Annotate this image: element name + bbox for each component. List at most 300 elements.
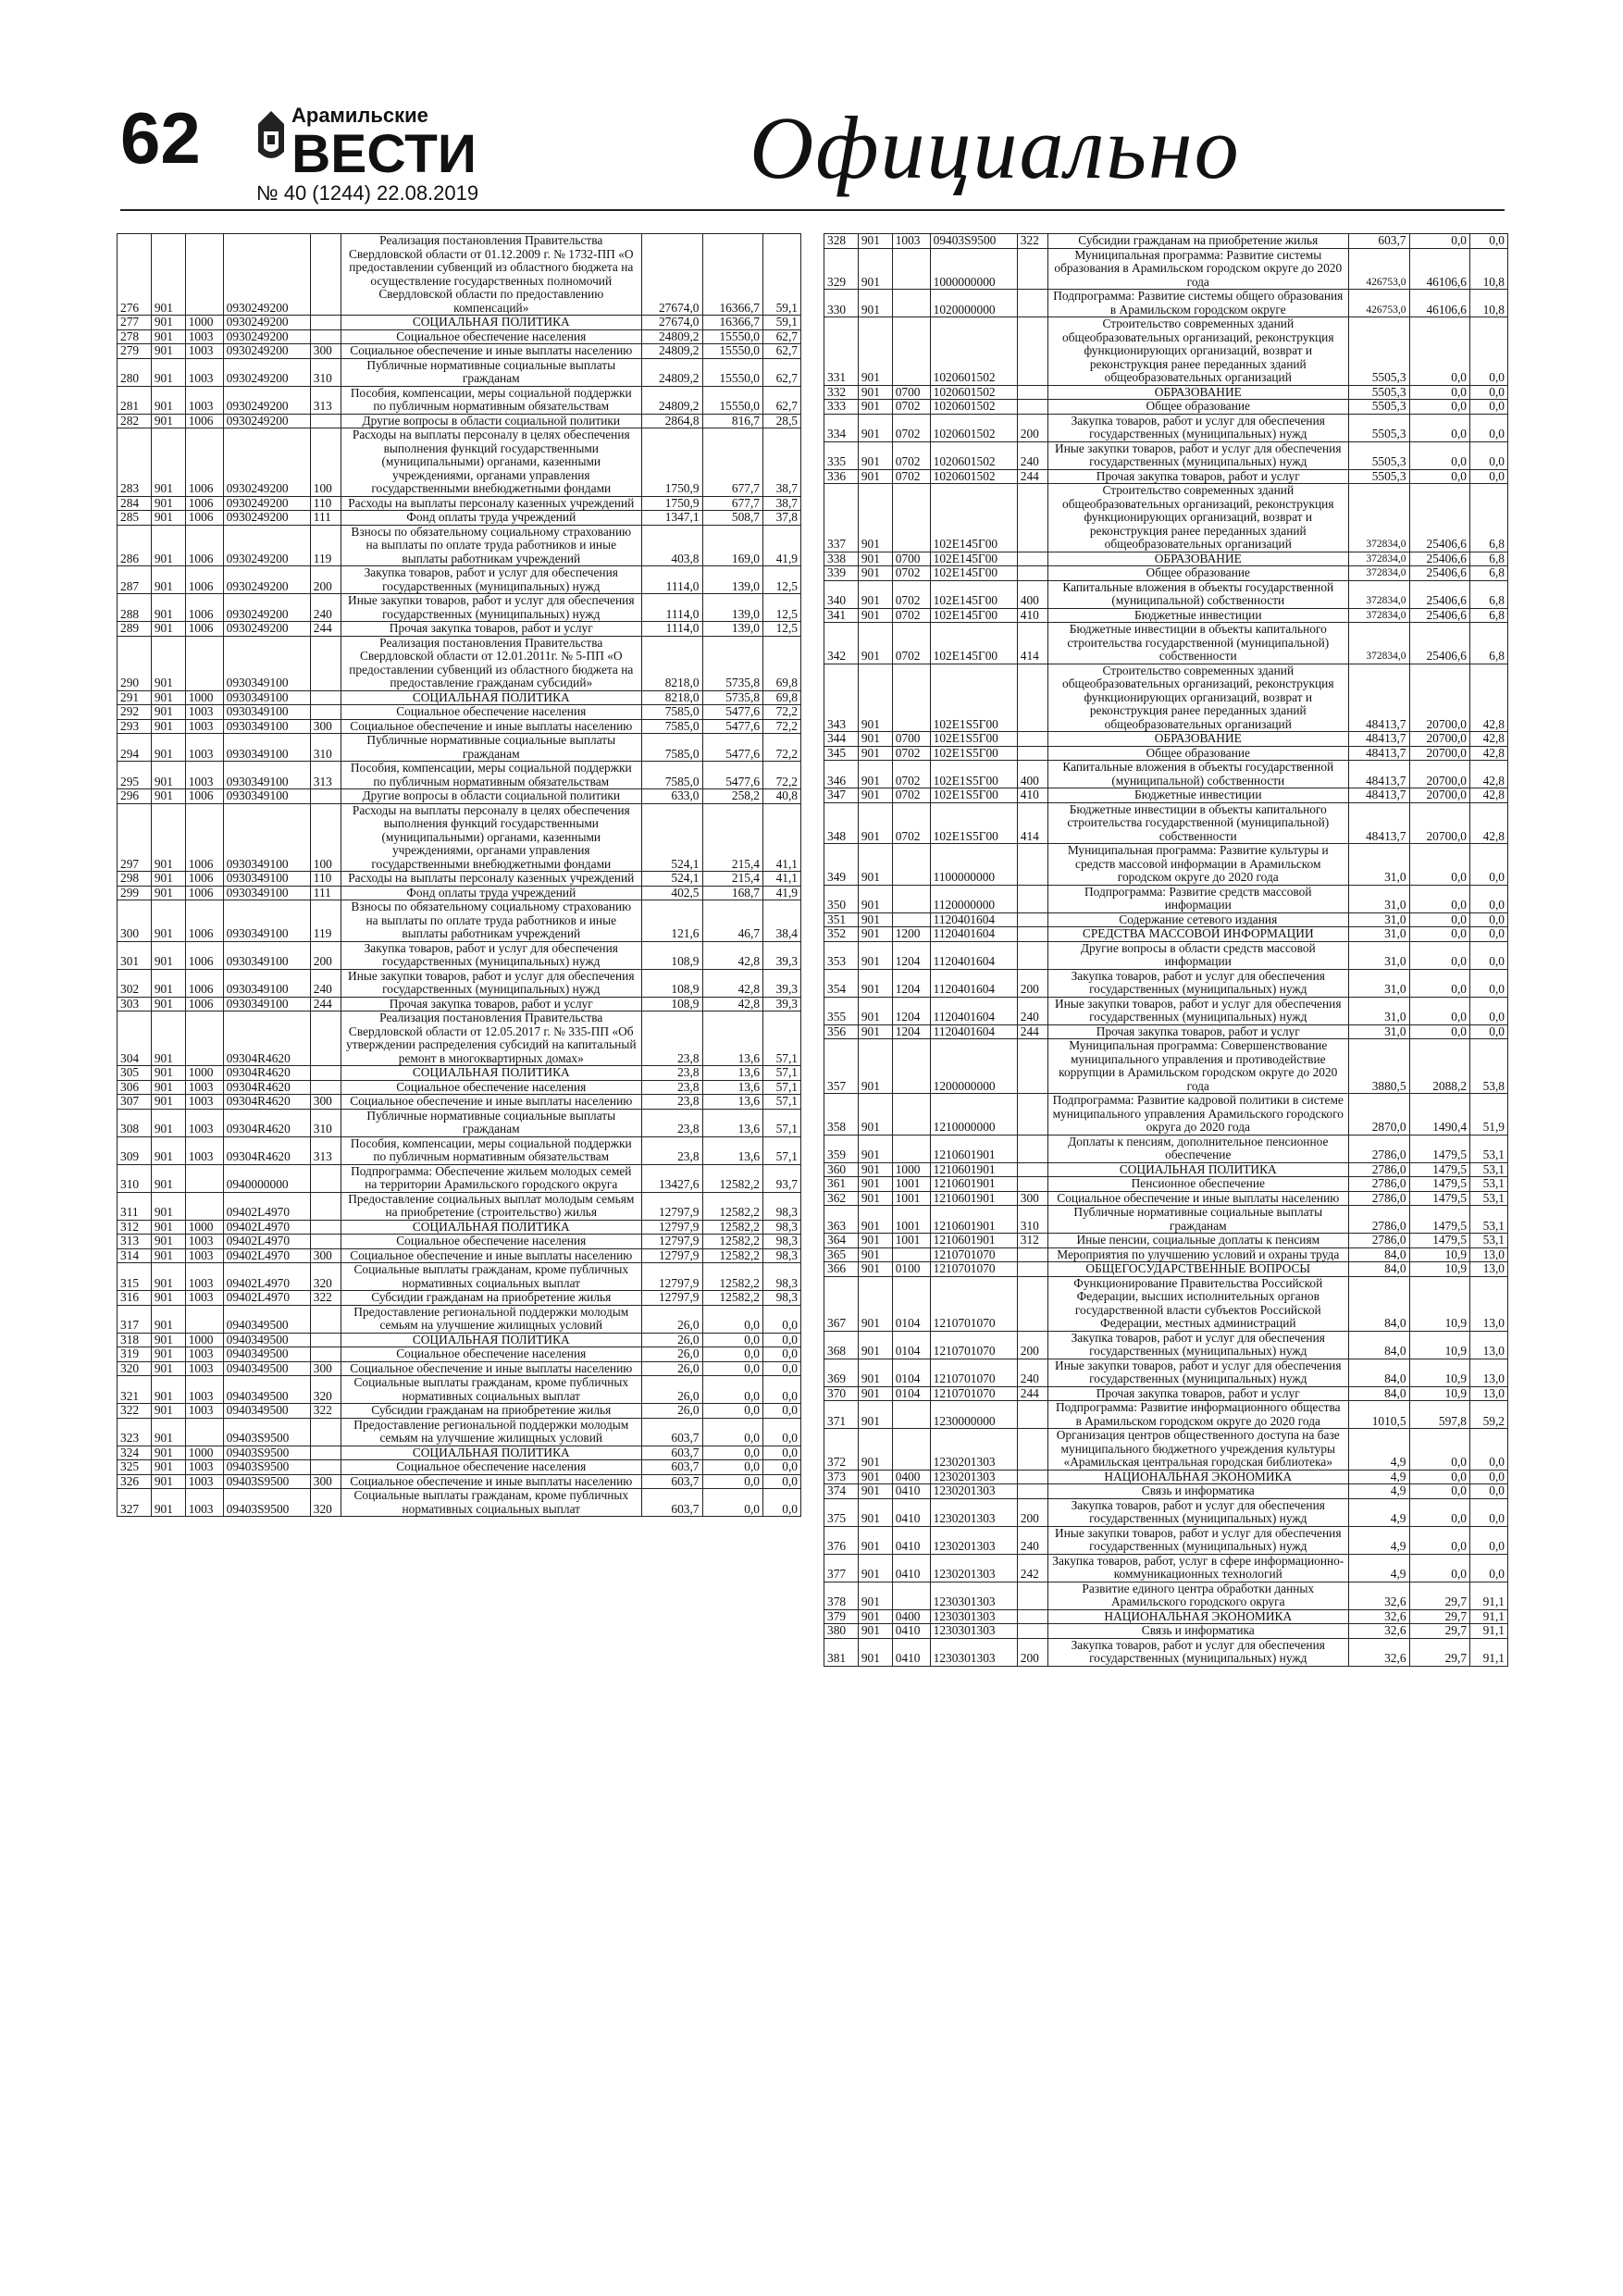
planned-amount: 402,5 — [642, 886, 703, 900]
planned-amount: 2786,0 — [1349, 1206, 1410, 1234]
execution-percent: 0,0 — [1470, 414, 1508, 441]
row-number: 286 — [118, 525, 152, 566]
execution-percent: 0,0 — [763, 1489, 801, 1517]
table-row — [824, 788, 1508, 803]
planned-amount: 2786,0 — [1349, 1191, 1410, 1206]
expense-type-code — [1017, 746, 1047, 761]
actual-amount: 42,8 — [702, 969, 763, 997]
target-article-code: 09402L4970 — [223, 1248, 310, 1263]
execution-percent: 72,2 — [763, 734, 801, 762]
planned-amount: 23,8 — [642, 1066, 703, 1081]
execution-percent: 6,8 — [1470, 484, 1508, 552]
ministry-code: 901 — [151, 414, 185, 428]
row-number: 346 — [824, 761, 859, 788]
section-code: 1006 — [185, 566, 223, 594]
row-number: 353 — [824, 941, 859, 969]
ministry-code: 901 — [151, 344, 185, 359]
description: Расходы на выплаты персоналу казенных учреждений — [341, 872, 641, 887]
actual-amount: 1479,5 — [1409, 1135, 1470, 1162]
execution-percent: 0,0 — [1470, 844, 1508, 886]
actual-amount: 816,7 — [702, 414, 763, 428]
ministry-code: 901 — [858, 997, 892, 1024]
ministry-code: 901 — [858, 1359, 892, 1386]
target-article-code: 0930249200 — [223, 496, 310, 511]
description: Субсидии гражданам на приобретение жилья — [341, 1404, 641, 1419]
planned-amount: 31,0 — [1349, 1024, 1410, 1039]
expense-type-code: 111 — [310, 511, 341, 526]
section-code: 1006 — [185, 622, 223, 637]
row-number: 340 — [824, 580, 859, 608]
execution-percent: 12,5 — [763, 566, 801, 594]
actual-amount: 0,0 — [702, 1489, 763, 1517]
description: Прочая закупка товаров, работ и услуг — [1047, 1386, 1348, 1401]
row-number: 295 — [118, 762, 152, 789]
description: СОЦИАЛЬНАЯ ПОЛИТИКА — [341, 690, 641, 705]
actual-amount: 12582,2 — [702, 1192, 763, 1220]
target-article-code: 1210701070 — [930, 1276, 1017, 1331]
ministry-code: 901 — [858, 1470, 892, 1484]
expense-type-code — [310, 705, 341, 720]
section-code: 0700 — [892, 732, 930, 747]
description: Общее образование — [1047, 746, 1348, 761]
ministry-code: 901 — [151, 1220, 185, 1235]
ministry-code: 901 — [858, 1331, 892, 1359]
row-number: 279 — [118, 344, 152, 359]
row-number: 314 — [118, 1248, 152, 1263]
planned-amount: 108,9 — [642, 997, 703, 1011]
description: Другие вопросы в области средств массовой информации — [1047, 941, 1348, 969]
planned-amount: 24809,2 — [642, 329, 703, 344]
table-row — [824, 1094, 1508, 1136]
expense-type-code: 240 — [1017, 997, 1047, 1024]
execution-percent: 98,3 — [763, 1248, 801, 1263]
target-article-code: 09402L4970 — [223, 1263, 310, 1291]
expense-type-code: 320 — [310, 1489, 341, 1517]
row-number: 334 — [824, 414, 859, 441]
ministry-code: 901 — [151, 1095, 185, 1110]
target-article-code: 0930249200 — [223, 344, 310, 359]
ministry-code: 901 — [858, 1401, 892, 1429]
section-code — [892, 664, 930, 732]
table-row — [824, 385, 1508, 400]
actual-amount: 258,2 — [702, 789, 763, 804]
expense-type-code — [1017, 912, 1047, 927]
target-article-code: 0940349500 — [223, 1361, 310, 1376]
execution-percent: 53,1 — [1470, 1206, 1508, 1234]
actual-amount: 16366,7 — [702, 234, 763, 316]
target-article-code: 0940349500 — [223, 1376, 310, 1404]
execution-percent: 28,5 — [763, 414, 801, 428]
planned-amount: 24809,2 — [642, 344, 703, 359]
execution-percent: 0,0 — [763, 1446, 801, 1460]
description: Муниципальная программа: Развитие системы образования в Арамильском городском округе до 2020 года — [1047, 248, 1348, 290]
target-article-code: 1210601901 — [930, 1191, 1017, 1206]
description: Общее образование — [1047, 400, 1348, 415]
row-number: 345 — [824, 746, 859, 761]
target-article-code: 1210701070 — [930, 1359, 1017, 1386]
row-number: 342 — [824, 623, 859, 664]
row-number: 291 — [118, 690, 152, 705]
planned-amount: 26,0 — [642, 1376, 703, 1404]
ministry-code: 901 — [151, 1080, 185, 1095]
section-code: 0410 — [892, 1526, 930, 1554]
target-article-code: 102E1S5Г00 — [930, 761, 1017, 788]
ministry-code: 901 — [151, 566, 185, 594]
row-number: 362 — [824, 1191, 859, 1206]
actual-amount: 0,0 — [702, 1361, 763, 1376]
row-number: 350 — [824, 885, 859, 912]
actual-amount: 0,0 — [1409, 912, 1470, 927]
planned-amount: 426753,0 — [1349, 248, 1410, 290]
actual-amount: 12582,2 — [702, 1220, 763, 1235]
ministry-code: 901 — [151, 1263, 185, 1291]
ministry-code: 901 — [151, 734, 185, 762]
ministry-code: 901 — [858, 552, 892, 566]
row-number: 369 — [824, 1359, 859, 1386]
target-article-code: 0930349100 — [223, 762, 310, 789]
description: Субсидии гражданам на приобретение жилья — [341, 1291, 641, 1306]
ministry-code: 901 — [151, 1474, 185, 1489]
expense-type-code — [1017, 1624, 1047, 1639]
expense-type-code — [1017, 844, 1047, 886]
expense-type-code: 310 — [310, 1109, 341, 1136]
section-code: 1006 — [185, 525, 223, 566]
description: Пособия, компенсации, меры социальной поддержки по публичным нормативным обязательствам — [341, 762, 641, 789]
section-code: 1003 — [185, 1489, 223, 1517]
actual-amount: 5477,6 — [702, 719, 763, 734]
table-row — [824, 732, 1508, 747]
execution-percent: 0,0 — [763, 1460, 801, 1475]
execution-percent: 38,7 — [763, 428, 801, 497]
expense-type-code — [310, 1164, 341, 1192]
target-article-code: 09304R4620 — [223, 1109, 310, 1136]
section-code: 0702 — [892, 608, 930, 623]
description: Пособия, компенсации, меры социальной поддержки по публичным нормативным обязательствам — [341, 386, 641, 414]
row-number: 333 — [824, 400, 859, 415]
ministry-code: 901 — [858, 941, 892, 969]
planned-amount: 1347,1 — [642, 511, 703, 526]
table-row — [118, 1235, 801, 1249]
description: СОЦИАЛЬНАЯ ПОЛИТИКА — [341, 1066, 641, 1081]
row-number: 288 — [118, 594, 152, 622]
execution-percent: 0,0 — [1470, 1470, 1508, 1484]
table-row — [824, 1024, 1508, 1039]
planned-amount: 4,9 — [1349, 1554, 1410, 1582]
table-row — [824, 580, 1508, 608]
planned-amount: 5505,3 — [1349, 441, 1410, 469]
description: СРЕДСТВА МАССОВОЙ ИНФОРМАЦИИ — [1047, 927, 1348, 942]
execution-percent: 69,8 — [763, 636, 801, 690]
expense-type-code: 244 — [310, 622, 341, 637]
description: СОЦИАЛЬНАЯ ПОЛИТИКА — [1047, 1162, 1348, 1177]
table-row — [118, 1474, 801, 1489]
actual-amount: 13,6 — [702, 1136, 763, 1164]
planned-amount: 23,8 — [642, 1095, 703, 1110]
table-row — [118, 690, 801, 705]
section-code — [892, 290, 930, 317]
target-article-code: 1230201303 — [930, 1470, 1017, 1484]
planned-amount: 24809,2 — [642, 358, 703, 386]
expense-type-code: 240 — [1017, 1526, 1047, 1554]
logo-main-text: ВЕСТИ — [291, 124, 477, 178]
target-article-code: 1210601901 — [930, 1234, 1017, 1248]
section-code: 1003 — [185, 344, 223, 359]
planned-amount: 1010,5 — [1349, 1401, 1410, 1429]
row-number: 365 — [824, 1247, 859, 1262]
description: Функционирование Правительства Российской Федерации, высших исполнительных органов государственной власти субъектов Российской Федерации, местных администраций — [1047, 1276, 1348, 1331]
row-number: 374 — [824, 1484, 859, 1499]
actual-amount: 5735,8 — [702, 636, 763, 690]
ministry-code: 901 — [858, 1135, 892, 1162]
table-row — [118, 1066, 801, 1081]
ministry-code: 901 — [151, 1418, 185, 1446]
target-article-code: 102E1S5Г00 — [930, 664, 1017, 732]
ministry-code: 901 — [858, 484, 892, 552]
planned-amount: 31,0 — [1349, 941, 1410, 969]
expense-type-code — [1017, 732, 1047, 747]
target-article-code: 09304R4620 — [223, 1066, 310, 1081]
expense-type-code: 244 — [1017, 1386, 1047, 1401]
section-code: 1003 — [185, 1404, 223, 1419]
actual-amount: 29,7 — [1409, 1582, 1470, 1609]
description: Закупка товаров, работ и услуг для обеспечения государственных (муниципальных) нужд — [341, 941, 641, 969]
section-code: 1006 — [185, 414, 223, 428]
section-code — [185, 636, 223, 690]
section-code: 0702 — [892, 469, 930, 484]
actual-amount: 0,0 — [1409, 317, 1470, 386]
ministry-code: 901 — [151, 969, 185, 997]
execution-percent: 91,1 — [1470, 1582, 1508, 1609]
expense-type-code: 300 — [310, 1474, 341, 1489]
description: Социальное обеспечение и иные выплаты населению — [341, 1248, 641, 1263]
execution-percent: 6,8 — [1470, 608, 1508, 623]
section-code: 1003 — [185, 1376, 223, 1404]
target-article-code: 09304R4620 — [223, 1080, 310, 1095]
ministry-code: 901 — [151, 1361, 185, 1376]
expense-type-code — [1017, 885, 1047, 912]
target-article-code: 0930249200 — [223, 329, 310, 344]
actual-amount: 1479,5 — [1409, 1162, 1470, 1177]
ministry-code: 901 — [151, 1066, 185, 1081]
table-row — [824, 400, 1508, 415]
section-code: 1006 — [185, 900, 223, 942]
section-code: 1003 — [185, 1361, 223, 1376]
description: ОБЩЕГОСУДАРСТВЕННЫЕ ВОПРОСЫ — [1047, 1262, 1348, 1277]
expense-type-code — [1017, 290, 1047, 317]
row-number: 357 — [824, 1039, 859, 1094]
table-row — [824, 1484, 1508, 1499]
expense-type-code — [1017, 1177, 1047, 1192]
section-code: 0104 — [892, 1331, 930, 1359]
expense-type-code: 313 — [310, 386, 341, 414]
target-article-code: 1210601901 — [930, 1206, 1017, 1234]
ministry-code: 901 — [151, 511, 185, 526]
row-number: 366 — [824, 1262, 859, 1277]
expense-type-code — [310, 789, 341, 804]
ministry-code: 901 — [151, 1011, 185, 1066]
ministry-code: 901 — [151, 386, 185, 414]
row-number: 370 — [824, 1386, 859, 1401]
execution-percent: 91,1 — [1470, 1638, 1508, 1666]
row-number: 372 — [824, 1429, 859, 1471]
planned-amount: 23,8 — [642, 1136, 703, 1164]
expense-type-code: 410 — [1017, 608, 1047, 623]
planned-amount: 31,0 — [1349, 912, 1410, 927]
actual-amount: 5477,6 — [702, 762, 763, 789]
ministry-code: 901 — [858, 746, 892, 761]
row-number: 332 — [824, 385, 859, 400]
section-code — [892, 1135, 930, 1162]
target-article-code: 1020601502 — [930, 317, 1017, 386]
row-number: 354 — [824, 969, 859, 997]
table-row — [118, 1347, 801, 1362]
actual-amount: 20700,0 — [1409, 746, 1470, 761]
table-row — [824, 623, 1508, 664]
section-code: 1006 — [185, 789, 223, 804]
execution-percent: 72,2 — [763, 762, 801, 789]
expense-type-code — [1017, 1582, 1047, 1609]
actual-amount: 0,0 — [1409, 997, 1470, 1024]
target-article-code: 0930349100 — [223, 734, 310, 762]
section-code: 1006 — [185, 511, 223, 526]
execution-percent: 62,7 — [763, 344, 801, 359]
planned-amount: 12797,9 — [642, 1248, 703, 1263]
table-row — [824, 234, 1508, 249]
table-row — [824, 941, 1508, 969]
planned-amount: 26,0 — [642, 1361, 703, 1376]
description: Социальное обеспечение населения — [341, 329, 641, 344]
table-row — [118, 1291, 801, 1306]
actual-amount: 12582,2 — [702, 1291, 763, 1306]
execution-percent: 59,1 — [763, 234, 801, 316]
execution-percent: 0,0 — [763, 1404, 801, 1419]
section-code: 0702 — [892, 761, 930, 788]
actual-amount: 15550,0 — [702, 329, 763, 344]
row-number: 287 — [118, 566, 152, 594]
ministry-code: 901 — [151, 1192, 185, 1220]
table-row — [824, 761, 1508, 788]
execution-percent: 6,8 — [1470, 623, 1508, 664]
target-article-code: 09403S9500 — [223, 1446, 310, 1460]
expense-type-code — [310, 1220, 341, 1235]
target-article-code: 1100000000 — [930, 844, 1017, 886]
section-code: 0410 — [892, 1638, 930, 1666]
ministry-code: 901 — [858, 1609, 892, 1624]
actual-amount: 20700,0 — [1409, 788, 1470, 803]
description: Публичные нормативные социальные выплаты гражданам — [341, 1109, 641, 1136]
table-row — [118, 1489, 801, 1517]
left-column — [117, 233, 801, 1517]
table-row — [824, 1498, 1508, 1526]
actual-amount: 10,9 — [1409, 1386, 1470, 1401]
planned-amount: 8218,0 — [642, 690, 703, 705]
table-row — [824, 317, 1508, 386]
actual-amount: 25406,6 — [1409, 484, 1470, 552]
actual-amount: 0,0 — [1409, 414, 1470, 441]
row-number: 299 — [118, 886, 152, 900]
execution-percent: 13,0 — [1470, 1386, 1508, 1401]
execution-percent: 42,8 — [1470, 664, 1508, 732]
planned-amount: 26,0 — [642, 1347, 703, 1362]
execution-percent: 0,0 — [1470, 234, 1508, 249]
section-code — [892, 317, 930, 386]
section-code — [892, 1429, 930, 1471]
target-article-code: 1230201303 — [930, 1484, 1017, 1499]
description: Субсидии гражданам на приобретение жилья — [1047, 234, 1348, 249]
ministry-code: 901 — [858, 969, 892, 997]
section-code: 1204 — [892, 997, 930, 1024]
execution-percent: 57,1 — [763, 1011, 801, 1066]
row-number: 303 — [118, 997, 152, 1011]
section-code: 0104 — [892, 1386, 930, 1401]
table-row — [118, 1333, 801, 1347]
description: Закупка товаров, работ и услуг для обеспечения государственных (муниципальных) нужд — [1047, 1498, 1348, 1526]
expense-type-code — [1017, 552, 1047, 566]
description: Социальное обеспечение и иные выплаты населению — [341, 1361, 641, 1376]
table-row — [824, 802, 1508, 844]
section-code: 1000 — [185, 690, 223, 705]
description: Социальные выплаты гражданам, кроме публичных нормативных социальных выплат — [341, 1376, 641, 1404]
description: НАЦИОНАЛЬНАЯ ЭКОНОМИКА — [1047, 1609, 1348, 1624]
expense-type-code: 300 — [310, 1095, 341, 1110]
row-number: 329 — [824, 248, 859, 290]
actual-amount: 25406,6 — [1409, 552, 1470, 566]
execution-percent: 0,0 — [763, 1474, 801, 1489]
section-code: 1003 — [185, 1109, 223, 1136]
description: Расходы на выплаты персоналу в целях обеспечения выполнения функций государственными (муниципальными) органами, казенными учреждениями, органами управления государственными внебюджетными фондами — [341, 803, 641, 872]
target-article-code: 0930249200 — [223, 622, 310, 637]
description: Социальное обеспечение населения — [341, 1460, 641, 1475]
description: Подпрограмма: Развитие средств массовой информации — [1047, 885, 1348, 912]
section-code: 1003 — [185, 705, 223, 720]
execution-percent: 0,0 — [1470, 441, 1508, 469]
expense-type-code — [1017, 484, 1047, 552]
section-code — [892, 1039, 930, 1094]
table-row — [118, 496, 801, 511]
page-number: 62 — [120, 97, 201, 179]
actual-amount: 25406,6 — [1409, 608, 1470, 623]
description: Пенсионное обеспечение — [1047, 1177, 1348, 1192]
expense-type-code: 244 — [310, 997, 341, 1011]
table-row — [118, 762, 801, 789]
target-article-code: 1230301303 — [930, 1624, 1017, 1639]
target-article-code: 1120401604 — [930, 969, 1017, 997]
target-article-code: 09402L4970 — [223, 1291, 310, 1306]
execution-percent: 42,8 — [1470, 732, 1508, 747]
execution-percent: 12,5 — [763, 594, 801, 622]
execution-percent: 41,9 — [763, 525, 801, 566]
table-row — [824, 1470, 1508, 1484]
description: Реализация постановления Правительства Свердловской области от 12.01.2011г. № 5-ПП «О предоставлении субвенций из областного бюджета на предоставление гражданам субсидий» — [341, 636, 641, 690]
target-article-code: 0930349100 — [223, 690, 310, 705]
planned-amount: 7585,0 — [642, 719, 703, 734]
description: Прочая закупка товаров, работ и услуг — [341, 622, 641, 637]
execution-percent: 13,0 — [1470, 1247, 1508, 1262]
expense-type-code — [1017, 664, 1047, 732]
description: Социальное обеспечение населения — [341, 1347, 641, 1362]
table-row — [118, 789, 801, 804]
section-code: 1200 — [892, 927, 930, 942]
description: Подпрограмма: Обеспечение жильем молодых семей на территории Арамильского городского округа — [341, 1164, 641, 1192]
row-number: 307 — [118, 1095, 152, 1110]
execution-percent: 10,8 — [1470, 290, 1508, 317]
table-row — [118, 1095, 801, 1110]
description: Мероприятия по улучшению условий и охраны труда — [1047, 1247, 1348, 1262]
actual-amount: 0,0 — [1409, 1554, 1470, 1582]
target-article-code: 102E1S5Г00 — [930, 732, 1017, 747]
section-code: 1003 — [185, 1235, 223, 1249]
section-code: 0702 — [892, 441, 930, 469]
